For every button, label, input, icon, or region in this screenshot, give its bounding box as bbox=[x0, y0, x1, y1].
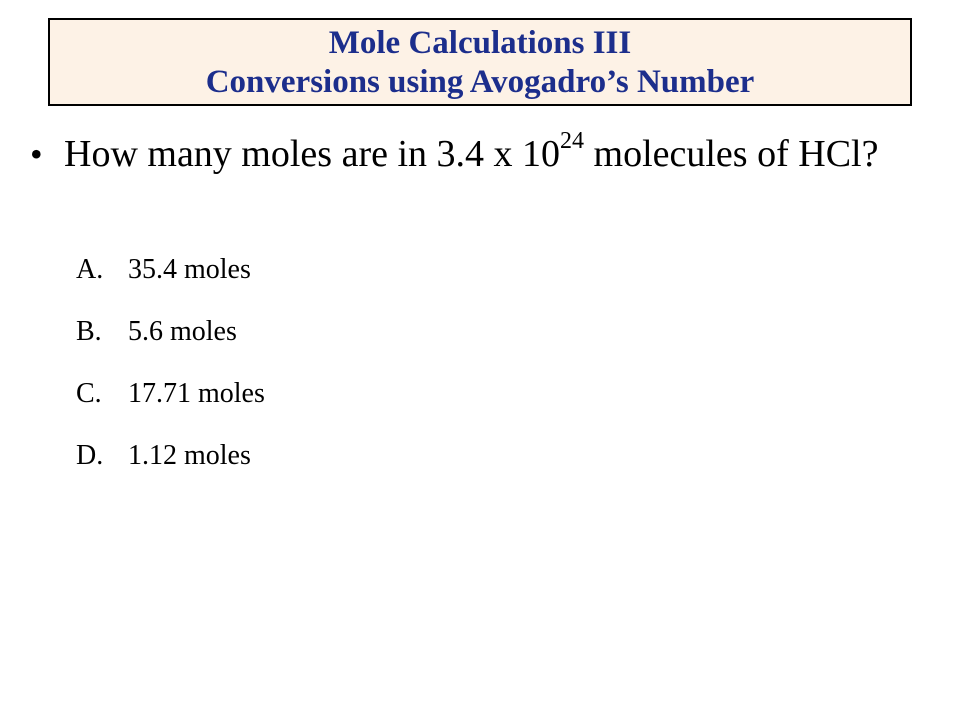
slide-title-box bbox=[48, 18, 912, 106]
question-exponent: 24 bbox=[560, 128, 585, 155]
slide-title: Mole Calculations III bbox=[328, 25, 632, 61]
answer-option-letter: C. bbox=[76, 378, 102, 409]
answer-option-text: 35.4 moles bbox=[128, 254, 251, 285]
question-text-end: molecules of HCl? bbox=[584, 133, 879, 175]
answer-option-c bbox=[76, 372, 265, 434]
question-text-start: How many moles are in 3.4 x 10 bbox=[64, 133, 561, 175]
answer-option-letter: D. bbox=[76, 440, 104, 471]
answer-option-letter: A. bbox=[76, 254, 104, 285]
slide-subtitle: Conversions using Avogadro’s Number bbox=[205, 64, 755, 100]
answer-option-text: 17.71 moles bbox=[128, 378, 265, 409]
answer-option-letter: B. bbox=[76, 316, 102, 347]
answer-option-a bbox=[76, 248, 265, 310]
answer-options bbox=[76, 248, 265, 496]
answer-option-d bbox=[76, 434, 265, 496]
answer-option-text: 1.12 moles bbox=[128, 440, 251, 471]
answer-option-b bbox=[76, 310, 265, 372]
answer-option-text: 5.6 moles bbox=[128, 316, 237, 347]
question-text bbox=[64, 128, 924, 175]
bullet-icon: • bbox=[30, 134, 43, 174]
